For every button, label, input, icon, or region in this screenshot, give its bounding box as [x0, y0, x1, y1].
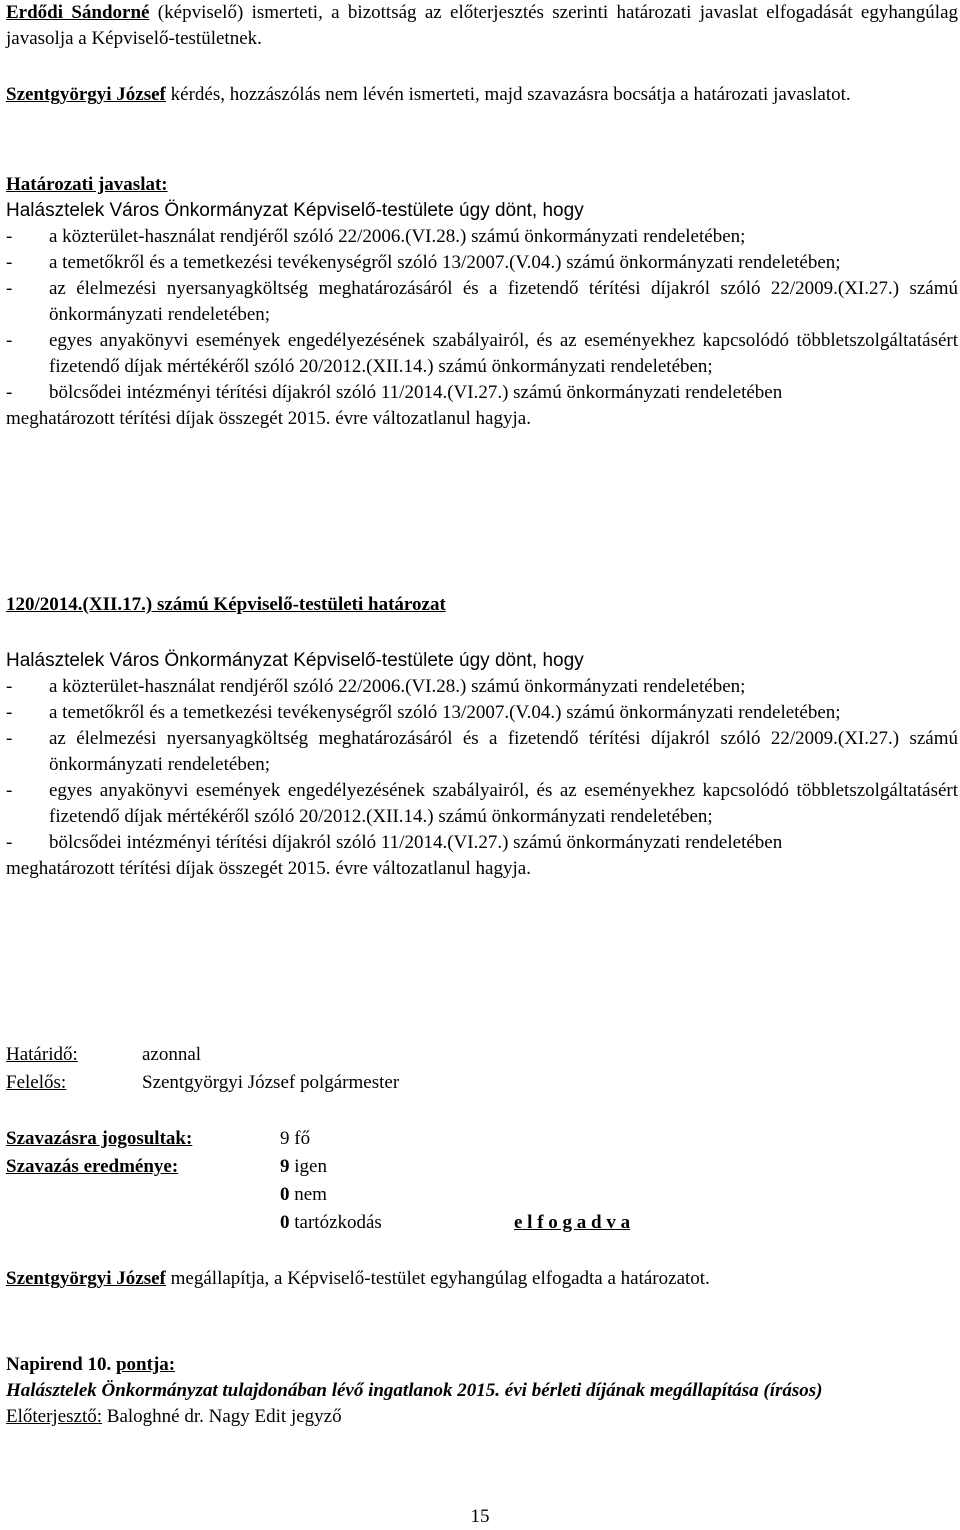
list-item: - az élelmezési nyersanyagköltség meghatározásáról és a fizetendő térítési díjakról szóló 22/2009.(XI.27.) számú önkormányzati rendeletében;	[6, 728, 958, 775]
vote-abstain-row	[6, 1210, 958, 1238]
list-item: - a temetőkről és a temetkezési tevékenységről szóló 13/2007.(V.04.) számú önkormányzati rendeletében;	[6, 252, 841, 273]
resolution-closing: meghatározott térítési díjak összegét 2015. évre változatlanul hagyja.	[6, 858, 531, 879]
resolution-section	[6, 648, 958, 882]
agenda-section	[6, 1352, 958, 1430]
list-item: - az élelmezési nyersanyagköltség meghatározásáról és a fizetendő térítési díjakról szóló 22/2009.(XI.27.) számú önkormányzati rendeletében;	[6, 278, 958, 325]
responsible-value: Szentgyörgyi József polgármester	[142, 1072, 400, 1093]
paragraph-text: kérdés, hozzászólás nem lévén ismerteti, majd szavazásra bocsátja a határozati javaslatot.	[165, 84, 851, 105]
proposal-intro: Halásztelek Város Önkormányzat Képviselő-testülete úgy dönt, hogy	[6, 200, 584, 221]
agenda-presenter: Előterjesztő: Baloghné dr. Nagy Edit jegyző	[6, 1406, 342, 1427]
paragraph-text: (képviselő) ismerteti, a bizottság az előterjesztés szerinti határozati javaslat elfogadását egyhangúlag javasolja a Képviselő-testületnek.	[6, 2, 958, 49]
acceptance-paragraph	[6, 1266, 958, 1292]
vote-block	[6, 1126, 958, 1238]
list-item: - a közterület-használat rendjéről szóló 22/2006.(VI.28.) számú önkormányzati rendeletében;	[6, 676, 746, 697]
vote-result-label: Szavazás eredménye:	[6, 1156, 179, 1177]
speaker-name: Szentgyörgyi József	[6, 1268, 166, 1289]
responsible-row	[6, 1070, 958, 1098]
vote-outcome: e l f o g a d v a	[514, 1212, 631, 1233]
deadline-label: Határidő:	[6, 1044, 78, 1065]
list-item: - bölcsődei intézményi térítési díjakról szóló 11/2014.(VI.27.) számú önkormányzati rendeletében	[6, 832, 783, 853]
page-number: 15	[470, 1506, 490, 1527]
vote-no: 0 nem	[280, 1184, 327, 1205]
agenda-title: Halásztelek Önkormányzat tulajdonában lévő ingatlanok 2015. évi bérleti díjának megállapítása (írásos)	[6, 1380, 823, 1401]
list-item: - a temetőkről és a temetkezési tevékenységről szóló 13/2007.(V.04.) számú önkormányzati rendeletében;	[6, 702, 841, 723]
committee-paragraph	[6, 0, 958, 52]
list-item: - bölcsődei intézményi térítési díjakról szóló 11/2014.(VI.27.) számú önkormányzati rendeletében	[6, 382, 783, 403]
resolution-intro: Halásztelek Város Önkormányzat Képviselő-testülete úgy dönt, hogy	[6, 650, 584, 671]
vote-abstain: 0 tartózkodás	[280, 1212, 382, 1233]
list-item: - a közterület-használat rendjéről szóló 22/2006.(VI.28.) számú önkormányzati rendeletében;	[6, 226, 746, 247]
vote-yes: 9 igen	[280, 1156, 327, 1177]
proposal-closing: meghatározott térítési díjak összegét 2015. évre változatlanul hagyja.	[6, 408, 531, 429]
deadline-row	[6, 1042, 958, 1070]
speaker-name: Erdődi Sándorné	[6, 2, 150, 23]
responsible-label: Felelős:	[6, 1072, 67, 1093]
proposal-section	[6, 172, 958, 432]
resolution-title: 120/2014.(XII.17.) számú Képviselő-testületi határozat	[6, 594, 446, 615]
vote-no-row	[6, 1182, 958, 1210]
list-item: - egyes anyakönyvi események engedélyezésének szabályairól, és az eseményekhez kapcsolódó többletszolgáltatásért fizetendő díjak mértékéről szóló 20/2012.(XII.14.) számú önkormányzati rendeletében;	[6, 330, 958, 377]
vote-call-paragraph	[6, 82, 958, 108]
deadline-block	[6, 1042, 958, 1098]
vote-eligible-label: Szavazásra jogosultak:	[6, 1128, 193, 1149]
vote-eligible-value: 9 fő	[280, 1128, 311, 1149]
speaker-name: Szentgyörgyi József	[6, 84, 166, 105]
deadline-value: azonnal	[142, 1044, 202, 1065]
list-item: - egyes anyakönyvi események engedélyezésének szabályairól, és az eseményekhez kapcsolódó többletszolgáltatásért fizetendő díjak mértékéről szóló 20/2012.(XII.14.) számú önkormányzati rendeletében;	[6, 780, 958, 827]
vote-eligible-row	[6, 1126, 958, 1154]
agenda-label: Napirend 10. pontja:	[6, 1354, 176, 1375]
proposal-heading: Határozati javaslat:	[6, 174, 168, 195]
paragraph-text: megállapítja, a Képviselő-testület egyhangúlag elfogadta a határozatot.	[165, 1268, 710, 1289]
vote-result-row	[6, 1154, 958, 1182]
